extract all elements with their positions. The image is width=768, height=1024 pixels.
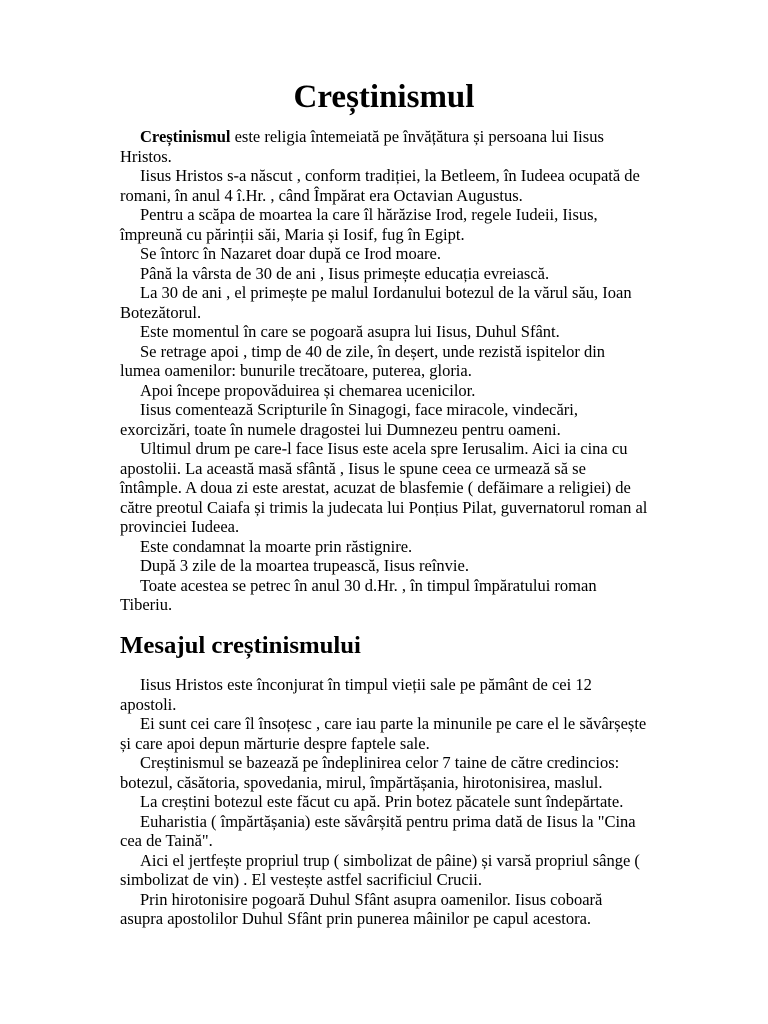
paragraph-flight-egypt: Pentru a scăpa de moartea la care îl hărăzise Irod, regele Iudeii, Iisus, împreună cu părinții săi, Maria și Iosif, fug în Egipt. — [120, 205, 598, 244]
paragraph-education: Până la vârsta de 30 de ani , Iisus primește educația evreiască. — [140, 263, 550, 283]
paragraph-sacrifice: Aici el jertfește propriul trup ( simbolizat de pâine) și varsă propriul sânge ( simbolizat de vin) . El vestește astfel sacrificiul Crucii. — [120, 850, 640, 889]
section-mesajul — [120, 675, 648, 929]
paragraph-baptism: La 30 de ani , el primește pe malul Iordanului botezul de la vărul său, Ioan Botezătorul. — [120, 283, 632, 322]
section-crestinismul — [120, 127, 648, 615]
paragraph-witnesses: Ei sunt cei care îl însoțesc , care iau parte la minunile pe care el le săvârșește și care apoi depun mărturie despre faptele sale. — [120, 714, 647, 753]
intro-lead-term: Creștinismul — [140, 127, 231, 146]
paragraph-eucharist: Euharistia ( împărtășania) este săvârșită pentru prima dată de Iisus la "Cina cea de Taină". — [120, 811, 636, 850]
paragraph-sacraments: Creștinismul se bazează pe îndeplinirea celor 7 taine de către credincios: botezul, căsătoria, spovedania, mirul, împărtășania, hirotonisirea, maslul. — [120, 753, 620, 792]
paragraph-tiberius: Toate acestea se petrec în anul 30 d.Hr. , în timpul împăratului roman Tiberiu. — [120, 575, 597, 614]
paragraph-resurrection: După 3 zile de la moartea trupească, Iisus reînvie. — [140, 556, 469, 575]
section-heading-mesajul: Mesajul creștinismului — [120, 632, 361, 659]
paragraph-miracles: Iisus comentează Scripturile în Sinagogi, face miracole, vindecări, exorcizări, toate în numele dragostei lui Dumnezeu pentru oameni. — [120, 400, 578, 439]
paragraph-desert: Se retrage apoi , timp de 40 de zile, în deșert, unde rezistă ispitelor din lumea oamenilor: bunurile trecătoare, puterea, gloria. — [120, 341, 606, 380]
page-title: Creștinismul — [293, 79, 475, 115]
paragraph-apostles: Iisus Hristos este înconjurat în timpul vieții sale pe pământ de cei 12 apostoli. — [120, 675, 592, 714]
paragraph-return-nazaret: Se întorc în Nazaret doar după ce Irod moare. — [140, 244, 441, 263]
paragraph-birth: Iisus Hristos s-a născut , conform tradiției, la Betleem, în Iudeea ocupată de romani, în anul 4 î.Hr. , când Împărat era Octavian Augustus. — [120, 166, 640, 205]
intro-text: este religia întemeiată pe învățătura și persoana lui Iisus Hristos. — [120, 127, 604, 166]
paragraph-ordination: Prin hirotonisire pogoară Duhul Sfânt asupra oamenilor. Iisus coboară asupra apostolilor Duhul Sfânt prin punerea mâinilor pe capul acestora. — [120, 889, 603, 928]
paragraph-crucifixion: Este condamnat la moarte prin răstignire. — [140, 536, 413, 556]
intro-paragraph — [120, 127, 648, 166]
paragraph-water-baptism: La creștini botezul este făcut cu apă. Prin botez păcatele sunt îndepărtate. — [140, 792, 624, 811]
paragraph-jerusalem: Ultimul drum pe care-l face Iisus este acela spre Ierusalim. Aici ia cina cu apostolii. La această masă sfântă , Iisus le spune ceea ce urmează să se întâmple. A doua zi este arestat, acuzat de blasfemie ( defăimare a religiei) de către preotul Caiafa și trimis la judecata lui Ponțius Pilat, guvernatorul roman al provinciei Iudeea. — [120, 439, 648, 536]
paragraph-holy-spirit: Este momentul în care se pogoară asupra lui Iisus, Duhul Sfânt. — [140, 322, 560, 341]
paragraph-preaching: Apoi începe propovăduirea și chemarea ucenicilor. — [140, 380, 476, 400]
